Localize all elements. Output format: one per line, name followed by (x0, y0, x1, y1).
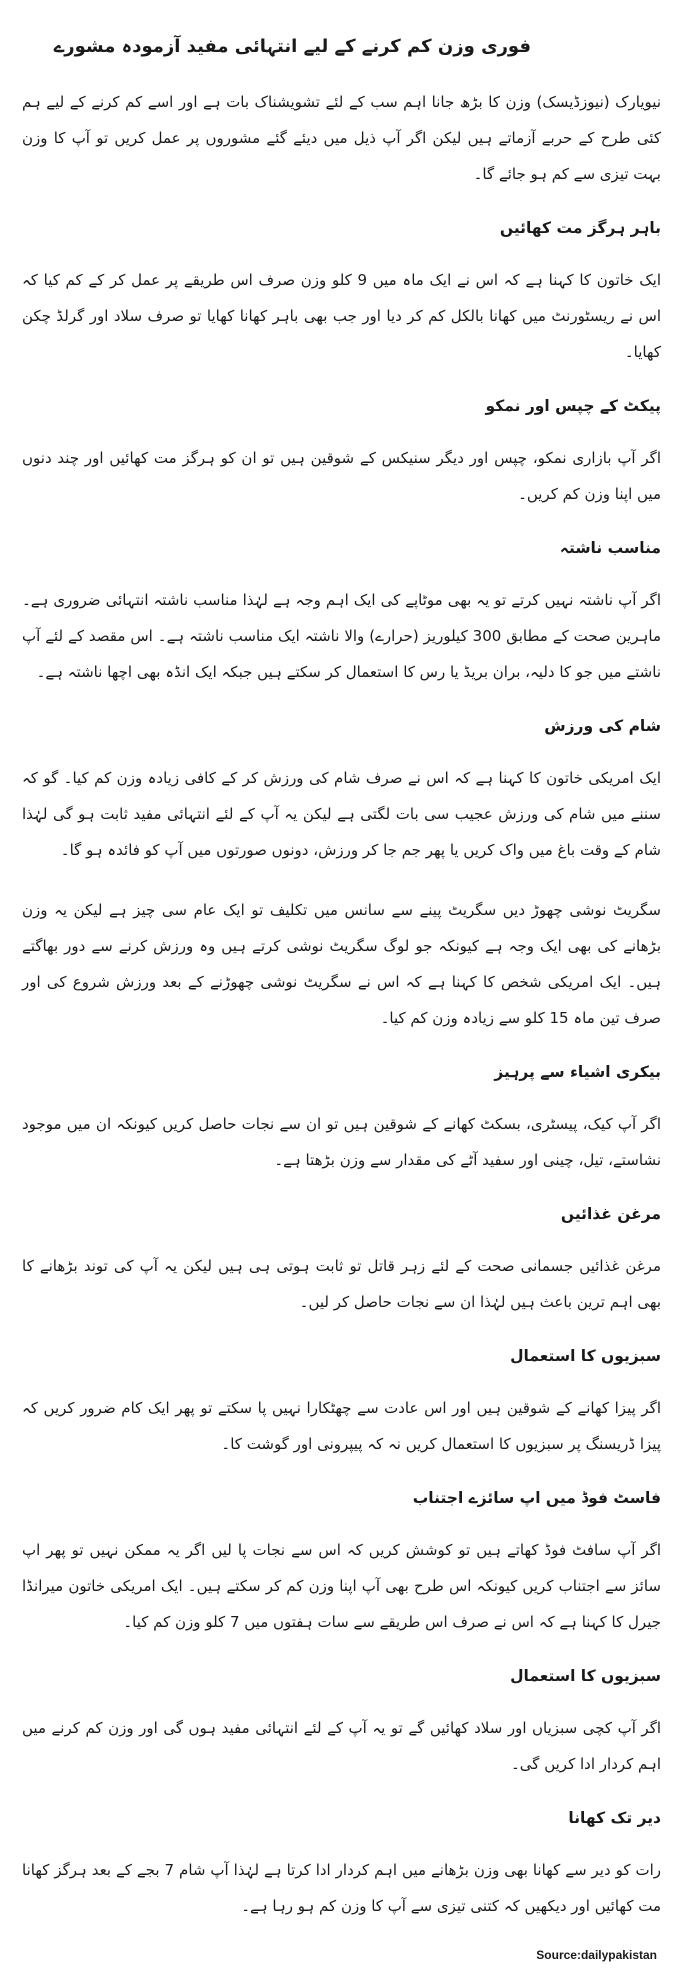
paragraph: مرغن غذائیں جسمانی صحت کے لئے زہر قاتل تو ثابت ہوتی ہی ہیں لیکن یہ آپ کی توند بڑھانے کا بھی اہم ترین باعث ہیں لہٰذا ان سے نجات حاصل کر لیں۔ (22, 1257, 661, 1311)
section-heading: سبزیوں کا استعمال (510, 1347, 661, 1365)
paragraph: اگر آپ سافٹ فوڈ کھاتے ہیں تو کوشش کریں کہ اس سے نجات پا لیں اگر یہ ممکن نہیں تو پھر اپ سائز سے اجتناب کریں کیونکہ اس طرح بھی آپ اپنا وزن کم کر سکتے ہیں۔ ایک امریکی خاتون میرانڈا جیرل کا کہنا ہے کہ اس نے صرف اس طریقے سے سات ہفتوں میں 7 کلو وزن کم کیا۔ (22, 1541, 661, 1631)
section-heading: باہر ہرگز مت کھائیں (499, 219, 661, 237)
article-body (22, 84, 661, 1924)
paragraph: سگریٹ نوشی چھوڑ دیں سگریٹ پینے سے سانس میں تکلیف تو ایک عام سی چیز ہے لیکن یہ وزن بڑھانے کی بھی ایک وجہ ہے کیونکہ جو لوگ سگریٹ نوشی کرتے ہیں وہ ورزش کرنے سے دور بھاگتے ہیں۔ ایک امریکی شخص کا کہنا ہے کہ اس نے سگریٹ نوشی چھوڑنے کے بعد ورزش شروع کی اور صرف تین ماہ 15 کلو سے زیادہ وزن کم کیا۔ (22, 901, 661, 1027)
article-title: فوری وزن کم کرنے کے لیے انتہائی مفید آزمودہ مشورے (53, 36, 531, 57)
section-heading: مرغن غذائیں (560, 1205, 661, 1223)
section-heading: پیکٹ کے چپس اور نمکو (485, 397, 661, 415)
paragraph: نیویارک (نیوزڈیسک) وزن کا بڑھ جانا اہم سب کے لئے تشویشناک بات ہے اور اسے کم کرنے کے لیے ہم کئی طرح کے حربے آزماتے ہیں لیکن اگر آپ ذیل میں دیئے گئے مشوروں پر عمل کریں تو آپ کا وزن بہت تیزی سے کم ہو جائے گا۔ (22, 93, 661, 183)
section-heading: فاسٹ فوڈ میں اپ سائزے اجتناب (412, 1489, 661, 1507)
paragraph: اگر آپ کچی سبزیاں اور سلاد کھائیں گے تو یہ آپ کے لئے انتہائی مفید ہوں گی اور وزن کم کرنے میں اہم کردار ادا کریں گی۔ (22, 1719, 661, 1773)
section-heading: سبزیوں کا استعمال (510, 1667, 661, 1685)
paragraph: اگر آپ بازاری نمکو، چپس اور دیگر سنیکس کے شوقین ہیں تو ان کو ہرگز مت کھائیں اور چند دنوں میں اپنا وزن کم کریں۔ (22, 449, 661, 503)
paragraph: ایک امریکی خاتون کا کہنا ہے کہ اس نے صرف شام کی ورزش کر کے کافی زیادہ وزن کم کیا۔ گو کہ سننے میں شام کی ورزش عجیب سی بات لگتی ہے لیکن یہ آپ کے لئے انتہائی مفید ثابت ہو گی لہٰذا شام کے وقت باغ میں واک کریں یا پھر جم جا کر ورزش، دونوں صورتوں میں آپ کو فائدہ ہو گا۔ (22, 769, 661, 859)
paragraph: رات کو دیر سے کھانا بھی وزن بڑھانے میں اہم کردار ادا کرتا ہے لہٰذا آپ شام 7 بجے کے بعد ہرگز کھانا مت کھائیں اور دیکھیں کہ کتنی تیزی سے آپ کا وزن کم ہو رہا ہے۔ (22, 1861, 661, 1915)
section-heading: شام کی ورزش (544, 717, 661, 735)
section-heading: دیر تک کھانا (568, 1809, 661, 1827)
section-heading: مناسب ناشتہ (559, 539, 661, 557)
paragraph: اگر آپ کیک، پیسٹری، بسکٹ کھانے کے شوقین ہیں تو ان سے نجات حاصل کریں کیونکہ ان میں موجود نشاستے، تیل، چینی اور سفید آٹے کی مقدار سے وزن بڑھتا ہے۔ (22, 1115, 661, 1169)
section-heading: بیکری اشیاء سے پرہیز (494, 1063, 661, 1081)
paragraph: ایک خاتون کا کہنا ہے کہ اس نے ایک ماہ میں 9 کلو وزن صرف اس طریقے پر عمل کر کے کم کیا کہ اس نے ریسٹورنٹ میں کھانا بالکل کم کر دیا اور جب بھی باہر کھانا کھایا تو صرف سلاد اور گرلڈ چکن کھایا۔ (22, 271, 661, 361)
paragraph: اگر پیزا کھانے کے شوقین ہیں اور اس عادت سے چھٹکارا نہیں پا سکتے تو پھر ایک کام ضرور کریں کہ پیزا ڈریسنگ پر سبزیوں کا استعمال کریں نہ کہ پیپرونی اور گوشت کا۔ (22, 1399, 661, 1453)
source-credit: Source:dailypakistan (536, 1948, 657, 1962)
paragraph: اگر آپ ناشتہ نہیں کرتے تو یہ بھی موٹاپے کی ایک اہم وجہ ہے لہٰذا مناسب ناشتہ انتہائی ضروری ہے۔ ماہرین صحت کے مطابق 300 کیلوریز (حرارے) والا ناشتہ ایک مناسب ناشتہ ہے۔ اس مقصد کے لئے آپ ناشتے میں جو کا دلیہ، بران بریڈ یا رس کا استعمال کر سکتے ہیں جبکہ ایک انڈہ بھی اچھا ناشتہ ہے۔ (22, 591, 662, 681)
